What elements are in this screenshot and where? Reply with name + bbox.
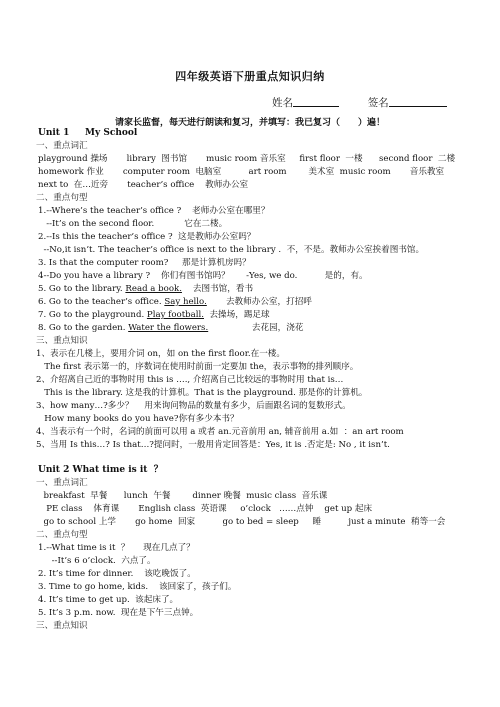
- unit1-section-knowledge: 三、重点知识: [36, 336, 88, 346]
- sentence-text: 6. Go to the teacher’s office.: [38, 297, 165, 307]
- unit2-section-vocab: 一、重点词汇: [36, 478, 88, 488]
- sentence-translation: 去操场，踢足球: [204, 310, 270, 320]
- unit2-section-sentences: 二、重点句型: [36, 530, 88, 540]
- unit2-sentence-1b: --It’s 6 o’clock. 六点了。: [38, 556, 156, 566]
- underlined-phrase: Say hello.: [164, 297, 207, 307]
- unit1-sentence-2b: --No,it isn’t. The teacher’s office is next to the library . 不，不是。教师办公室挨着图书馆。: [38, 245, 425, 255]
- unit1-sentence-5: [38, 284, 253, 295]
- unit2-sentence-5: 5. It’s 3 p.m. now. 现在是下午三点钟。: [38, 608, 199, 618]
- sentence-translation: 去图书馆，看书: [181, 284, 254, 294]
- unit1-knowledge-2: 2、介绍离自己近的事物时用 this is …., 介绍离自己比较远的事物时用 that is…: [36, 375, 344, 385]
- name-label: 姓名: [272, 97, 293, 109]
- unit1-sentence-1: 1.--Where’s the teacher’s office ? 老师办公室在哪里？: [38, 206, 270, 216]
- sign-label: 签名: [367, 97, 389, 109]
- unit1-sentence-7: [38, 310, 270, 321]
- unit2-heading: Unit 2 What time is it ？: [38, 465, 163, 475]
- unit2-sentence-4: 4. It’s time to get up. 该起床了。: [38, 595, 179, 605]
- unit1-section-vocab: 一、重点词汇: [36, 141, 88, 151]
- parent-notice: 请家长监督，每天进行朗读和复习，并填写：我已复习（ ）遍！: [114, 118, 385, 128]
- unit1-sentence-3: 3. Is that the computer room? 那是计算机房吗？: [38, 258, 251, 268]
- sentence-text: 5. Go to the library.: [38, 284, 126, 294]
- unit1-knowledge-2b: This is the library. 这是我的计算机。That is the playground. 那是你的计算机。: [36, 388, 368, 398]
- unit1-knowledge-1b: The first 表示第一的，序数词在使用时前面一定要加 the，表示事物的排列顺序。: [36, 362, 359, 372]
- name-sign-row: [272, 95, 447, 110]
- sentence-translation: 去花园，浇花: [208, 323, 304, 333]
- unit2-section-knowledge: 三、重点知识: [36, 621, 88, 631]
- unit2-sentence-3: 3. Time to go home, kids. 该回家了，孩子们。: [38, 582, 237, 592]
- underlined-phrase: Water the flowers.: [128, 323, 209, 333]
- unit1-sentence-1b: --It’s on the second floor. 它在二楼。: [38, 219, 228, 229]
- sentence-text: 7. Go to the playground.: [38, 310, 147, 320]
- sentence-text: 8. Go to the garden.: [38, 323, 129, 333]
- unit1-vocab-line1: playground 操场 library 图书馆 music room 音乐室 first floor 一楼 second floor 二楼: [38, 154, 456, 164]
- unit1-sentence-4: 4--Do you have a library ? 你们有图书馆吗？ -Yes, we do. 是的，有。: [38, 271, 368, 281]
- unit2-vocab-line1: breakfast 早餐 lunch 午餐 dinner 晚餐 music class 音乐课: [38, 491, 328, 501]
- unit2-vocab-line3: go to school 上学 go home 回家 go to bed = sleep 睡 just a minute 稍等一会: [38, 517, 446, 527]
- unit1-sentence-2: 2.--Is this the teacher’s office ? 这是教师办公室吗？: [38, 232, 256, 242]
- unit1-knowledge-5: 5、当用 Is this…? Is that…?提问时，一般用肯定回答是：Yes, it is .否定是: No , it isn’t.: [36, 440, 390, 450]
- unit1-knowledge-1: 1、表示在几楼上，要用介词 on，如 on the first floor.在一楼。: [36, 349, 285, 359]
- unit1-knowledge-4: 4、当表示有一个时，名词的前面可以用 a 或者 an.元音前用 an, 辅音前用 a.如 ：an art room: [36, 427, 404, 437]
- name-blank: [293, 96, 339, 107]
- document-title: 四年级英语下册重点知识归纳: [175, 70, 325, 83]
- unit1-vocab-line3: next to 在…近旁 teacher’s office 教师办公室: [38, 180, 249, 190]
- unit2-vocab-line2: PE class 体育课 English class 英语课 o’clock ……点钟 get up 起床: [38, 504, 373, 514]
- unit1-sentence-8: [38, 323, 303, 334]
- unit2-sentence-2: 2. It’s time for dinner. 该吃晚饭了。: [38, 569, 196, 579]
- underlined-phrase: Play football.: [146, 310, 204, 320]
- sign-blank: [389, 96, 447, 107]
- unit1-section-sentences: 二、重点句型: [36, 193, 88, 203]
- underlined-phrase: Read a book.: [125, 284, 182, 294]
- unit1-knowledge-3b: How many books do you have?你有多少本书？: [36, 414, 239, 424]
- unit1-heading: Unit 1 My School: [38, 128, 138, 138]
- unit2-sentence-1: 1.--What time is it ？ 现在几点了？: [38, 543, 195, 553]
- unit1-vocab-line2: homework 作业 computer room 电脑室 art room 美术室 music room 音乐教室: [38, 167, 445, 177]
- unit1-knowledge-3: 3、how many…?多少？ 用来询问物品的数量有多少，后面跟名词的复数形式。: [36, 401, 351, 411]
- sentence-translation: 去教师办公室，打招呼: [206, 297, 312, 307]
- unit1-sentence-6: [38, 297, 312, 308]
